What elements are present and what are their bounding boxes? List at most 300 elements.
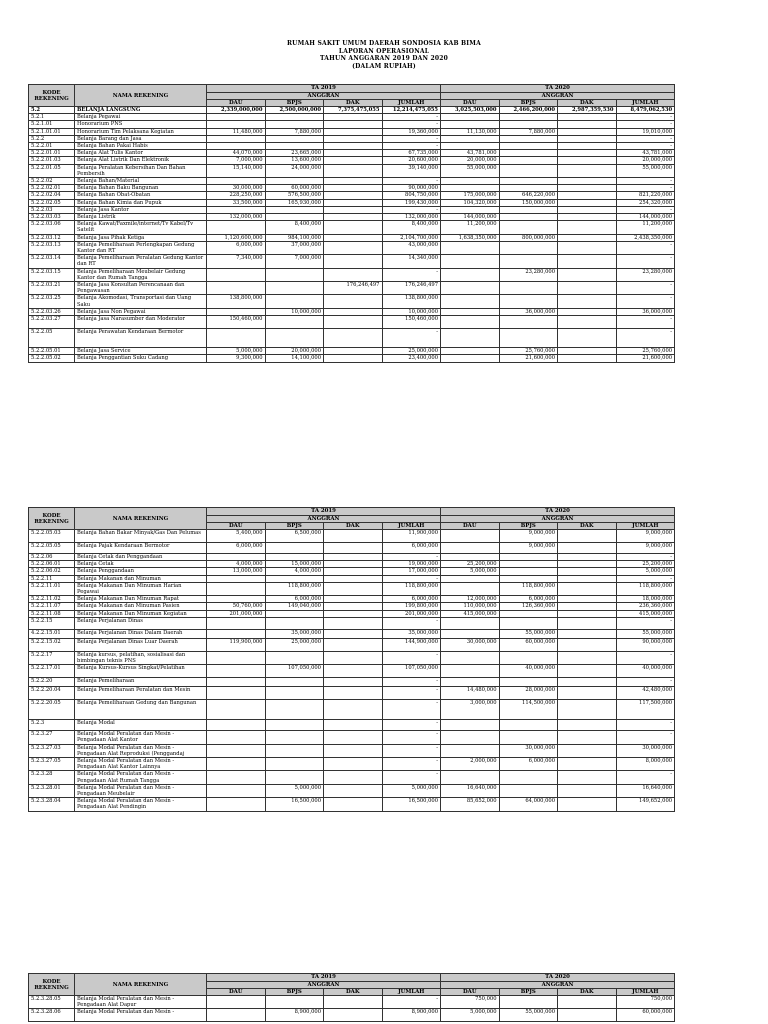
title-line: TAHUN ANGGARAN 2019 DAN 2020 <box>319 55 449 62</box>
table-row <box>29 1009 675 1022</box>
account-name-cell: Belanja Modal Peralatan dan Mesin - Pengadaan Alat Kantor <box>75 731 207 744</box>
column-header: DAK <box>558 989 617 996</box>
account-code-cell: 5.2.2.20 <box>29 678 75 687</box>
amount-cell <box>499 157 558 164</box>
amount-cell: 30,000,000 <box>616 744 675 757</box>
amount-cell: 3,025,503,000 <box>441 107 500 114</box>
amount-cell <box>441 582 500 595</box>
amount-cell: 199,800,000 <box>382 603 441 610</box>
amount-cell: 415,000,000 <box>616 610 675 617</box>
amount-cell: - <box>616 178 675 185</box>
amount-cell: 1,638,350,000 <box>441 234 500 241</box>
amount-cell <box>207 221 266 234</box>
account-code-cell: 5.2.2.03 <box>29 206 75 213</box>
amount-cell <box>499 617 558 629</box>
table-row <box>29 114 675 121</box>
account-name-cell: Belanja Bahan Bakar Minyak/Gas Dan Pelumas <box>75 530 207 543</box>
amount-cell: 42,480,000 <box>616 687 675 700</box>
amount-cell: 804,750,000 <box>382 192 441 199</box>
amount-cell: 17,000,000 <box>382 568 441 575</box>
amount-cell <box>207 665 266 678</box>
amount-cell: 5,400,000 <box>207 530 266 543</box>
amount-cell <box>265 295 324 308</box>
amount-cell <box>265 758 324 771</box>
amount-cell <box>558 617 617 629</box>
amount-cell <box>558 771 617 784</box>
amount-cell: 117,500,000 <box>616 700 675 720</box>
table-row <box>29 771 675 784</box>
table-row <box>29 561 675 568</box>
table-row <box>29 128 675 135</box>
account-name-cell: Belanja Jasa Narasumber dan Moderator <box>75 316 207 329</box>
account-name-cell: Belanja Pemeliharaan Peralatan Gedung Kantor dan RT <box>75 255 207 268</box>
amount-cell <box>558 178 617 185</box>
amount-cell <box>265 617 324 629</box>
amount-cell <box>441 720 500 731</box>
account-name-cell: Belanja Makanan Dan Minuman Harian Pegawai <box>75 582 207 595</box>
amount-cell <box>324 617 383 629</box>
amount-cell <box>265 731 324 744</box>
amount-cell: 15,140,000 <box>207 164 266 177</box>
amount-cell <box>499 651 558 664</box>
amount-cell <box>441 185 500 192</box>
account-code-cell: 5.2.3 <box>29 720 75 731</box>
amount-cell <box>558 355 617 362</box>
column-header: DAU <box>441 989 500 996</box>
account-code-cell: 5.2.2.03.21 <box>29 282 75 295</box>
amount-cell: 118,800,000 <box>382 582 441 595</box>
column-header: JUMLAH <box>382 100 441 107</box>
amount-cell: 7,000,000 <box>265 255 324 268</box>
amount-cell: - <box>382 744 441 757</box>
amount-cell <box>441 282 500 295</box>
amount-cell <box>441 329 500 348</box>
account-code-cell: 5.2.2.06.01 <box>29 561 75 568</box>
amount-cell <box>324 582 383 595</box>
year-2019-header: TA 2019 <box>207 508 441 516</box>
amount-cell <box>558 758 617 771</box>
account-code-cell: 5.2.2.03.12 <box>29 234 75 241</box>
account-name-cell: Belanja Jasa Non Pegawai <box>75 308 207 315</box>
table-row <box>29 234 675 241</box>
amount-cell: - <box>616 206 675 213</box>
amount-cell: 4,000,000 <box>265 568 324 575</box>
amount-cell <box>441 355 500 362</box>
amount-cell: 85,652,000 <box>441 798 500 811</box>
amount-cell <box>499 329 558 348</box>
amount-cell: 2,500,000,000 <box>265 107 324 114</box>
amount-cell: 44,070,000 <box>207 150 266 157</box>
amount-cell: 144,000,000 <box>616 214 675 221</box>
amount-cell <box>558 268 617 281</box>
amount-cell <box>558 199 617 206</box>
amount-cell <box>499 255 558 268</box>
amount-cell: 36,000,000 <box>499 308 558 315</box>
amount-cell <box>324 1009 383 1022</box>
year-2020-header: TA 2020 <box>441 974 675 982</box>
amount-cell <box>324 308 383 315</box>
amount-cell <box>207 996 266 1009</box>
amount-cell: 176,246,497 <box>382 282 441 295</box>
amount-cell <box>207 651 266 664</box>
amount-cell <box>265 744 324 757</box>
amount-cell <box>207 308 266 315</box>
table-row <box>29 568 675 575</box>
account-code-cell: 5.2.2 <box>29 135 75 142</box>
amount-cell: 16,640,000 <box>616 784 675 797</box>
amount-cell: 23,665,000 <box>265 150 324 157</box>
amount-cell <box>265 610 324 617</box>
amount-cell: 576,500,000 <box>265 192 324 199</box>
amount-cell <box>207 1009 266 1022</box>
amount-cell <box>499 561 558 568</box>
account-code-cell: 5.2.3.28.06 <box>29 1009 75 1022</box>
amount-cell <box>324 121 383 128</box>
amount-cell <box>207 629 266 638</box>
amount-cell: 8,900,000 <box>265 1009 324 1022</box>
amount-cell: - <box>616 295 675 308</box>
account-name-cell: Belanja Pemeliharaan Perlengkapan Gedung Kantor dan RT <box>75 241 207 254</box>
amount-cell: 19,360,000 <box>382 128 441 135</box>
amount-cell <box>558 731 617 744</box>
amount-cell: 118,800,000 <box>499 582 558 595</box>
amount-cell: 11,200,000 <box>441 221 500 234</box>
header-row <box>29 974 675 982</box>
amount-cell <box>265 575 324 582</box>
amount-cell: 144,900,000 <box>382 638 441 651</box>
amount-cell <box>499 554 558 561</box>
amount-cell: - <box>382 617 441 629</box>
amount-cell <box>499 720 558 731</box>
nama-rekening-header: NAMA REKENING <box>75 508 207 530</box>
column-header: DAK <box>558 100 617 107</box>
amount-cell: 55,000,000 <box>616 164 675 177</box>
amount-cell <box>265 114 324 121</box>
account-name-cell: Belanja Perawatan Kendaraan Bermotor <box>75 329 207 348</box>
amount-cell: 6,000,000 <box>382 543 441 554</box>
amount-cell: 64,000,000 <box>499 798 558 811</box>
amount-cell <box>265 651 324 664</box>
amount-cell <box>324 543 383 554</box>
amount-cell <box>558 744 617 757</box>
table-row <box>29 241 675 254</box>
amount-cell: 25,000,000 <box>265 638 324 651</box>
amount-cell <box>324 665 383 678</box>
amount-cell <box>207 114 266 121</box>
amount-cell <box>324 651 383 664</box>
amount-cell <box>324 758 383 771</box>
amount-cell <box>499 206 558 213</box>
amount-cell: 55,000,000 <box>441 164 500 177</box>
amount-cell: 30,000,000 <box>207 185 266 192</box>
amount-cell <box>558 329 617 348</box>
amount-cell <box>265 316 324 329</box>
amount-cell: 118,800,000 <box>616 582 675 595</box>
amount-cell <box>441 308 500 315</box>
amount-cell <box>324 610 383 617</box>
amount-cell: 5,000,000 <box>616 568 675 575</box>
amount-cell: - <box>616 771 675 784</box>
amount-cell <box>558 128 617 135</box>
amount-cell <box>558 798 617 811</box>
amount-cell: 55,000,000 <box>616 629 675 638</box>
amount-cell <box>558 164 617 177</box>
table-row <box>29 596 675 603</box>
amount-cell <box>324 234 383 241</box>
amount-cell <box>441 678 500 687</box>
account-code-cell: 5.2.2.01 <box>29 143 75 150</box>
amount-cell <box>441 241 500 254</box>
amount-cell <box>324 221 383 234</box>
table-row <box>29 214 675 221</box>
header-row <box>29 508 675 516</box>
amount-cell <box>207 744 266 757</box>
amount-cell <box>265 329 324 348</box>
amount-cell <box>324 603 383 610</box>
amount-cell: - <box>382 771 441 784</box>
amount-cell <box>558 561 617 568</box>
amount-cell <box>499 784 558 797</box>
amount-cell <box>324 150 383 157</box>
amount-cell <box>265 206 324 213</box>
amount-cell <box>324 114 383 121</box>
amount-cell: - <box>616 316 675 329</box>
nama-rekening-header: NAMA REKENING <box>75 974 207 996</box>
amount-cell: - <box>616 241 675 254</box>
anggaran-2019-header: ANGGRAN <box>207 93 441 100</box>
amount-cell <box>499 678 558 687</box>
account-code-cell: 5.2 <box>29 107 75 114</box>
amount-cell: 13,000,000 <box>207 568 266 575</box>
amount-cell <box>324 771 383 784</box>
account-name-cell: Belanja Bahan/Material <box>75 178 207 185</box>
amount-cell: 10,000,000 <box>382 308 441 315</box>
amount-cell <box>499 575 558 582</box>
amount-cell: 149,040,000 <box>265 603 324 610</box>
amount-cell: 118,800,000 <box>265 582 324 595</box>
account-code-cell: 5.2.2.11.07 <box>29 603 75 610</box>
table-row <box>29 731 675 744</box>
column-header: DAU <box>207 989 266 996</box>
amount-cell: 2,104,700,000 <box>382 234 441 241</box>
amount-cell: 138,800,000 <box>207 295 266 308</box>
amount-cell: 11,130,000 <box>441 128 500 135</box>
account-name-cell: Belanja Pegawai <box>75 114 207 121</box>
account-name-cell: Belanja Perjalanan Dinas Dalam Daerah <box>75 629 207 638</box>
amount-cell <box>558 185 617 192</box>
amount-cell <box>441 206 500 213</box>
amount-cell <box>441 268 500 281</box>
amount-cell <box>558 316 617 329</box>
column-header: BPJS <box>499 100 558 107</box>
amount-cell: 20,000,000 <box>616 157 675 164</box>
account-code-cell: 5.2.2.01.03 <box>29 157 75 164</box>
account-name-cell: Belanja Jasa Kantor <box>75 206 207 213</box>
amount-cell: 18,000,000 <box>616 596 675 603</box>
amount-cell <box>207 178 266 185</box>
amount-cell <box>207 268 266 281</box>
amount-cell: 126,360,000 <box>499 603 558 610</box>
table-row <box>29 687 675 700</box>
account-code-cell: 5.2.2.15 <box>29 617 75 629</box>
amount-cell: - <box>616 135 675 142</box>
table-row <box>29 107 675 114</box>
amount-cell <box>441 617 500 629</box>
amount-cell <box>265 996 324 1009</box>
amount-cell: 6,000,000 <box>499 596 558 603</box>
amount-cell: 90,000,000 <box>616 638 675 651</box>
amount-cell: 28,000,000 <box>499 687 558 700</box>
amount-cell <box>499 214 558 221</box>
amount-cell <box>324 731 383 744</box>
amount-cell: - <box>616 114 675 121</box>
column-header: BPJS <box>265 989 324 996</box>
amount-cell: 236,360,000 <box>616 603 675 610</box>
table-row <box>29 329 675 348</box>
account-code-cell: 4.2.2.15.01 <box>29 629 75 638</box>
amount-cell: 25,200,000 <box>616 561 675 568</box>
amount-cell <box>324 199 383 206</box>
amount-cell <box>207 596 266 603</box>
amount-cell: 43,000,000 <box>382 241 441 254</box>
amount-cell <box>558 206 617 213</box>
amount-cell: 8,479,062,530 <box>616 107 675 114</box>
amount-cell <box>499 771 558 784</box>
amount-cell <box>324 700 383 720</box>
amount-cell <box>324 784 383 797</box>
amount-cell: 107,050,000 <box>382 665 441 678</box>
amount-cell: 14,340,000 <box>382 255 441 268</box>
table-row <box>29 348 675 355</box>
amount-cell: - <box>382 687 441 700</box>
title-line: LAPORAN OPERASIONAL <box>338 47 430 55</box>
amount-cell: 43,781,000 <box>616 150 675 157</box>
amount-cell <box>499 185 558 192</box>
amount-cell: 107,050,000 <box>265 665 324 678</box>
amount-cell <box>558 638 617 651</box>
amount-cell <box>558 114 617 121</box>
amount-cell <box>499 121 558 128</box>
column-header: JUMLAH <box>616 989 675 996</box>
amount-cell: 24,000,000 <box>265 164 324 177</box>
amount-cell <box>558 543 617 554</box>
amount-cell: - <box>382 700 441 720</box>
account-name-cell: Belanja Makanan dan Minuman Pasien <box>75 603 207 610</box>
amount-cell <box>558 121 617 128</box>
amount-cell: 15,000,000 <box>265 561 324 568</box>
amount-cell <box>324 241 383 254</box>
amount-cell: 2,339,000,000 <box>207 107 266 114</box>
account-name-cell: Belanja Cetak dan Penggandaan <box>75 554 207 561</box>
amount-cell: 110,000,000 <box>441 603 500 610</box>
amount-cell <box>558 308 617 315</box>
anggaran-2020-header: ANGGRAN <box>441 516 675 523</box>
table-row <box>29 530 675 543</box>
amount-cell: 40,000,000 <box>499 665 558 678</box>
amount-cell <box>558 700 617 720</box>
amount-cell <box>558 214 617 221</box>
amount-cell <box>324 348 383 355</box>
amount-cell <box>324 329 383 348</box>
amount-cell: 750,000 <box>441 996 500 1009</box>
account-name-cell: BELANJA LANGSUNG <box>75 107 207 114</box>
table-row <box>29 355 675 362</box>
amount-cell <box>441 744 500 757</box>
account-name-cell: Belanja Jasa Pihak Ketiga <box>75 234 207 241</box>
amount-cell <box>558 143 617 150</box>
amount-cell: - <box>616 651 675 664</box>
amount-cell: - <box>382 678 441 687</box>
amount-cell: - <box>382 996 441 1009</box>
account-name-cell: Belanja Bahan Pakai Habis <box>75 143 207 150</box>
amount-cell <box>441 316 500 329</box>
amount-cell <box>558 582 617 595</box>
amount-cell: 35,000,000 <box>265 629 324 638</box>
account-name-cell: Belanja Alat Listrik Dan Elektronik <box>75 157 207 164</box>
header-row <box>29 85 675 93</box>
account-name-cell: Belanja Perjalanan Dinas Luar Daerah <box>75 638 207 651</box>
table-row <box>29 282 675 295</box>
account-name-cell: Belanja Modal Peralatan dan Mesin - Pengadaan Alat Rumah Tangga <box>75 771 207 784</box>
amount-cell: 7,000,000 <box>207 157 266 164</box>
account-name-cell: Belanja Jasa Konsultan Perencanaan dan Pengawasan <box>75 282 207 295</box>
amount-cell <box>558 784 617 797</box>
amount-cell <box>499 135 558 142</box>
account-name-cell: Belanja Modal Peralatan dan Mesin - <box>75 1009 207 1022</box>
amount-cell: 104,320,000 <box>441 199 500 206</box>
amount-cell <box>499 114 558 121</box>
account-name-cell: Belanja Bahan Baku Bangunan <box>75 185 207 192</box>
amount-cell: 25,760,000 <box>499 348 558 355</box>
account-code-cell: 5.2.2.17.01 <box>29 665 75 678</box>
amount-cell <box>324 575 383 582</box>
amount-cell <box>441 295 500 308</box>
amount-cell <box>207 784 266 797</box>
table-row <box>29 798 675 811</box>
amount-cell <box>324 561 383 568</box>
amount-cell <box>441 255 500 268</box>
amount-cell: 165,930,000 <box>265 199 324 206</box>
amount-cell: 23,280,000 <box>616 268 675 281</box>
amount-cell <box>558 665 617 678</box>
amount-cell <box>324 268 383 281</box>
column-header: BPJS <box>265 100 324 107</box>
amount-cell: 132,000,000 <box>382 214 441 221</box>
amount-cell <box>499 282 558 295</box>
amount-cell <box>207 121 266 128</box>
table-row <box>29 720 675 731</box>
amount-cell <box>558 687 617 700</box>
account-name-cell: Belanja Kawat/Faxmile/internet/Tv Kabel/Tv Satelit <box>75 221 207 234</box>
amount-cell: 11,200,000 <box>616 221 675 234</box>
table-row <box>29 316 675 329</box>
account-code-cell: 5.2.2.05.02 <box>29 355 75 362</box>
kode-rekening-header: KODE REKENING <box>29 85 75 107</box>
table-row <box>29 143 675 150</box>
amount-cell: 8,000,000 <box>616 758 675 771</box>
amount-cell: 23,400,000 <box>382 355 441 362</box>
amount-cell: 16,500,000 <box>382 798 441 811</box>
column-header: DAK <box>324 100 383 107</box>
account-name-cell: Belanja Bahan Obat-Obatan <box>75 192 207 199</box>
amount-cell <box>441 629 500 638</box>
amount-cell <box>265 135 324 142</box>
amount-cell: 5,000,000 <box>441 568 500 575</box>
amount-cell <box>499 610 558 617</box>
amount-cell <box>207 700 266 720</box>
amount-cell <box>265 121 324 128</box>
amount-cell <box>324 316 383 329</box>
